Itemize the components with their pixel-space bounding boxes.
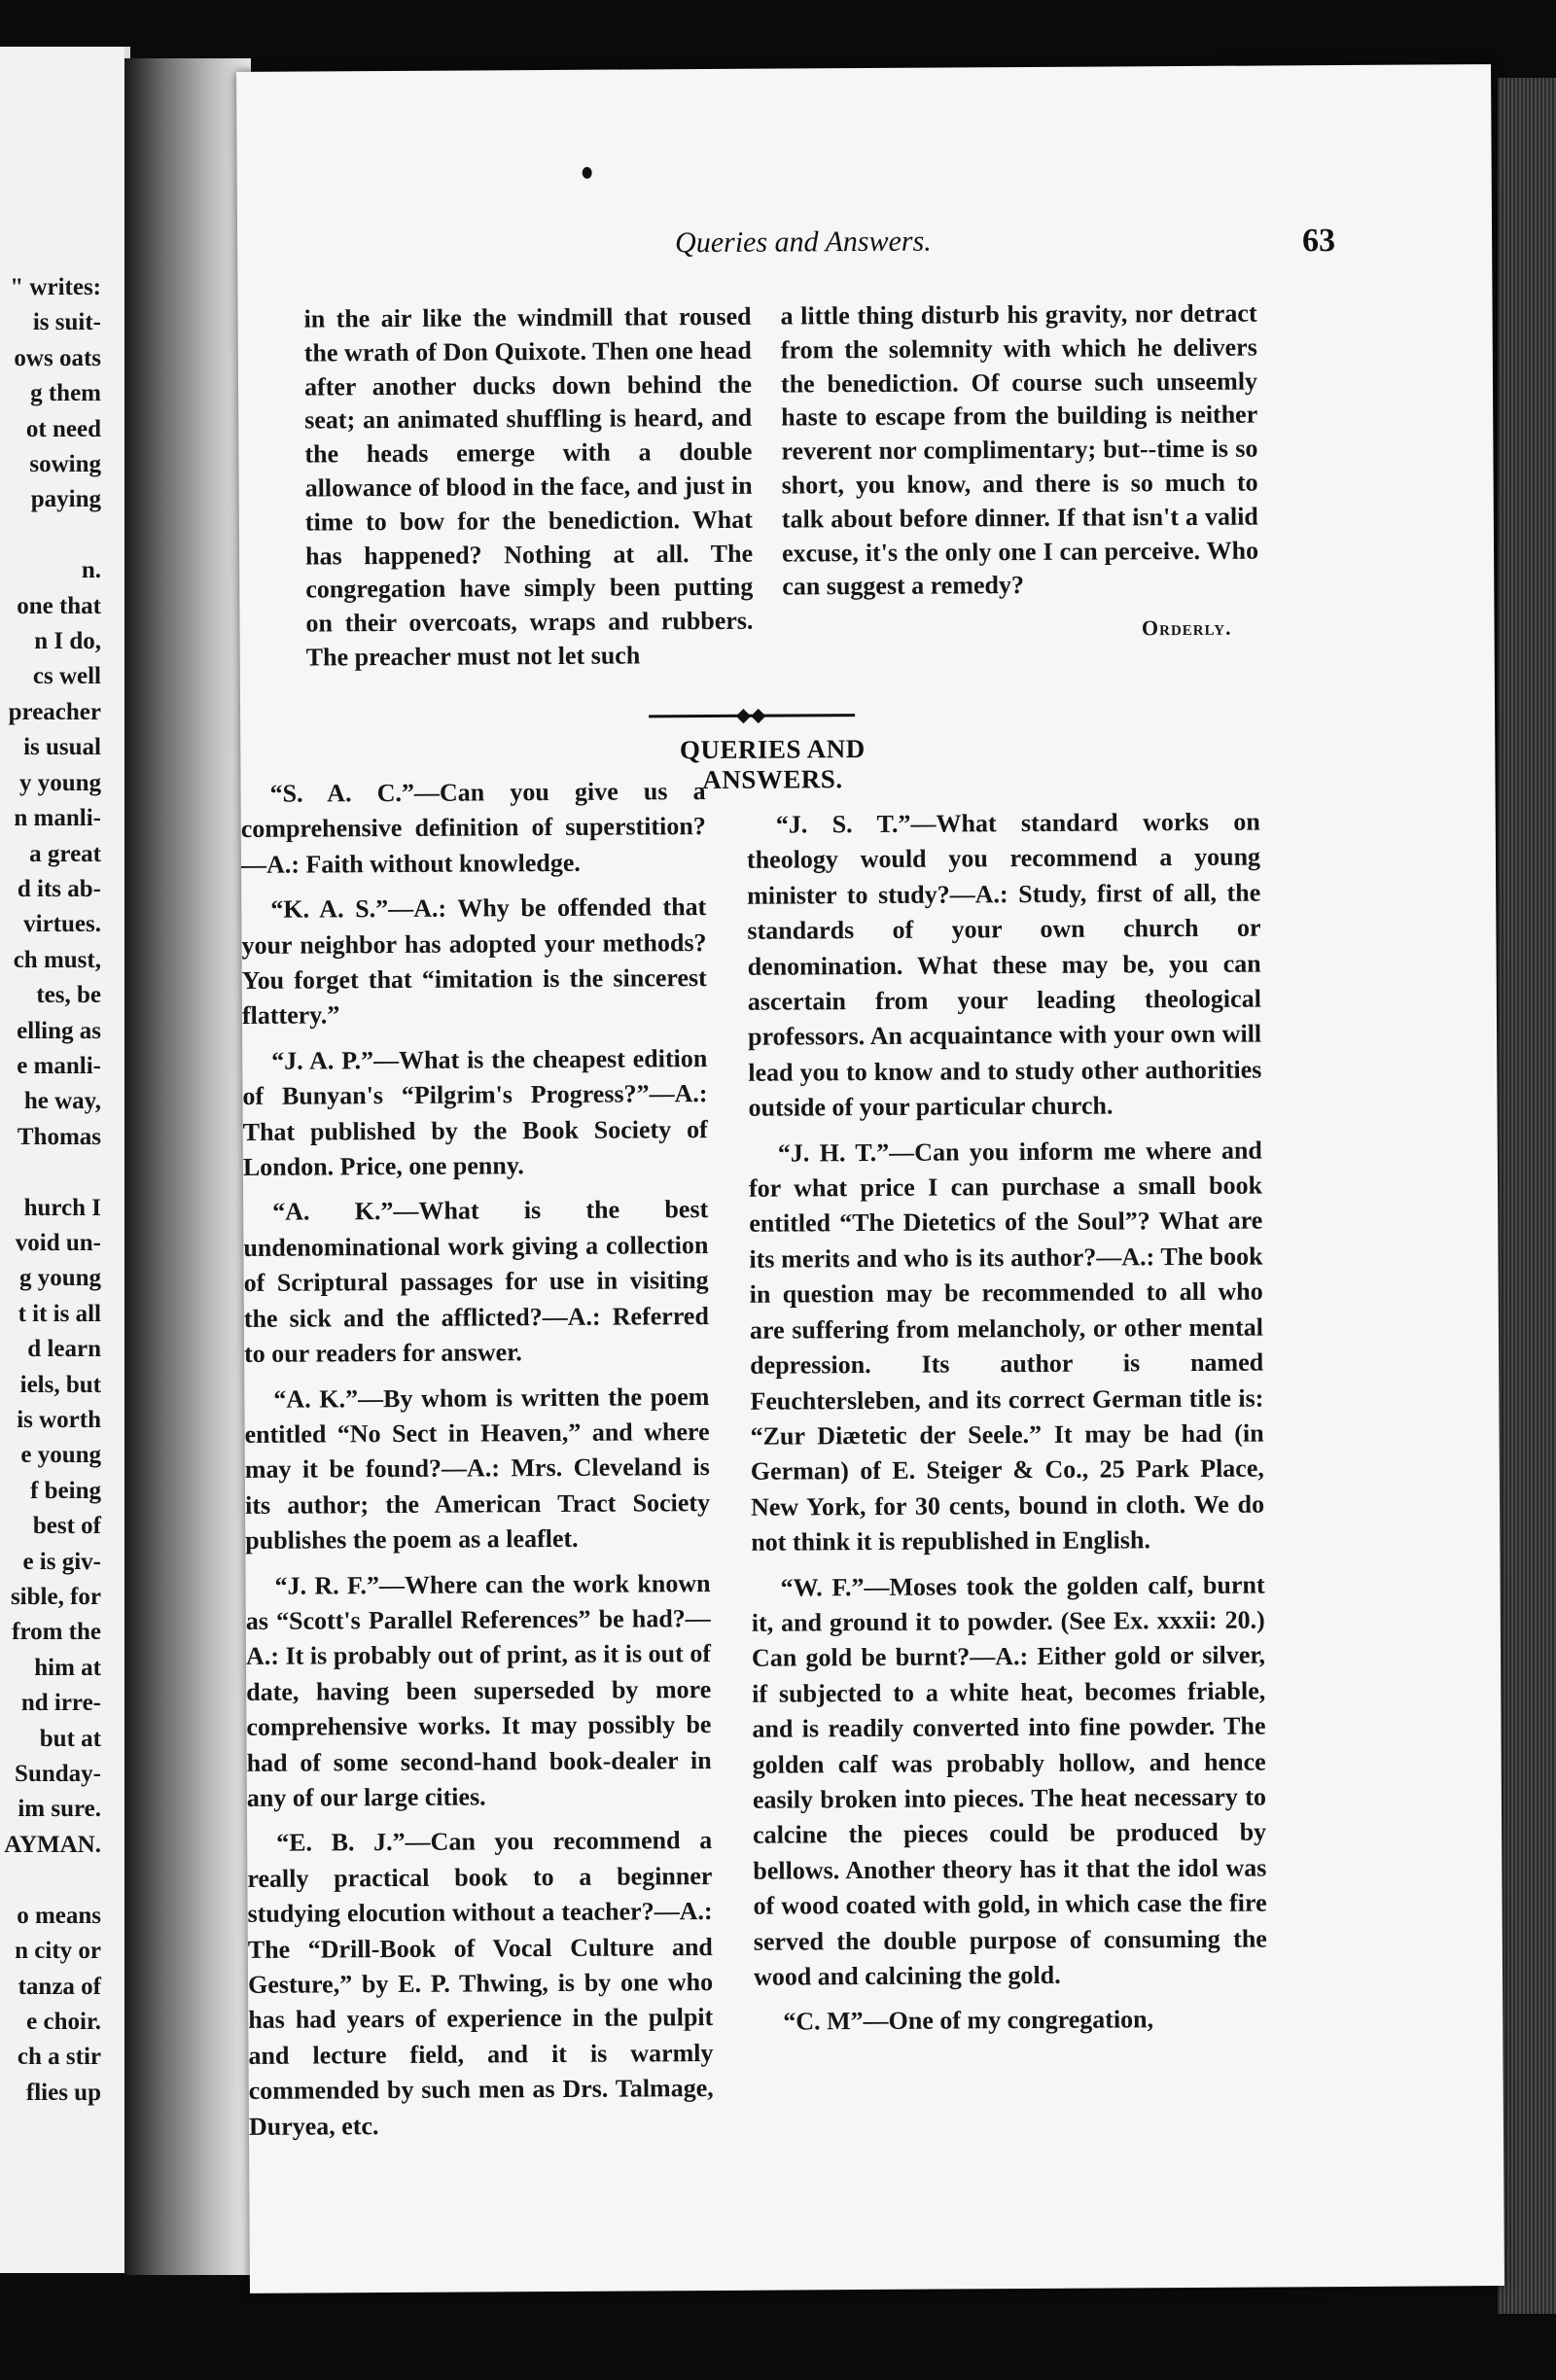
query-entry: “S. A. C.”—Can you give us a comprehensive definition of superstition? —A.: Faith without knowledge. — [240, 777, 706, 879]
book-gutter — [124, 58, 251, 2275]
facing-page-fragment — [0, 47, 130, 2273]
facing-page-line: n I do, — [34, 628, 101, 655]
queries-left-column — [240, 774, 714, 2154]
facing-page-line: paying — [30, 486, 101, 513]
facing-page-line: ch a stir — [17, 2044, 101, 2071]
facing-page-line: tes, be — [36, 982, 101, 1009]
facing-page-line: nd irre- — [20, 1690, 101, 1717]
facing-page-line: n manli- — [14, 805, 101, 832]
facing-page-line: flies up — [25, 2079, 101, 2106]
facing-page-line: e choir. — [26, 2008, 101, 2035]
facing-page-line: Sunday- — [15, 1761, 101, 1788]
facing-page-line: but at — [39, 1725, 101, 1752]
facing-page-line: is suit- — [32, 309, 101, 336]
query-entry: “J. H. T.”—Can you inform me where and for what price I can purchase a small book entitled “The Dietetics of the Soul”? What are its merits and who is its author?—A.: The book in question may be recommended to all who are suffering from melancholy, or other mental depression. Its author is named Feuchtersleben, and its correct German title is: “Zur Diætetic der Seele.” It may be had (in German) of E. Steiger & Co., 25 Park Place, New York, for 30 cents, bound in cloth. We do not think it is republished in English. — [748, 1136, 1265, 1557]
facing-page-line: e young — [20, 1442, 101, 1469]
facing-page-line — [0, 1863, 101, 1898]
facing-page-line: ows oats — [14, 344, 101, 371]
facing-page-line: y young — [18, 769, 101, 796]
facing-page-line: g them — [30, 380, 101, 407]
facing-page-line: sowing — [29, 451, 101, 478]
query-entry: “J. R. F.”—Where can the work known as “Scott's Parallel References” be had?—A.: It is probably out of print, as it is out of date, having been superseded by more comprehensive works. It may possibly be had of some second-hand book-dealer in any of our large cities. — [245, 1568, 712, 1812]
facing-page-line: elling as — [17, 1017, 101, 1044]
facing-page-line: o means — [17, 1902, 101, 1929]
query-entry: “C. M”—One of my congregation, — [783, 2005, 1154, 2036]
facing-page-line: him at — [34, 1654, 101, 1681]
facing-page-line: " writes: — [10, 274, 101, 300]
continued-paragraph: in the air like the windmill that roused the wrath of Don Quixote. Then one head after another ducks down behind the seat; an animated shuffling is heard, and the heads emerge with a double allowance of blood in the face, and just in time to bow for the benediction. What has happened? Nothing at all. The congregation have simply been putting on their overcoats, wraps and rubbers. The preacher must not let such — [303, 301, 754, 672]
facing-page-line: sible, for — [10, 1584, 101, 1611]
facing-page-line: d learn — [27, 1336, 101, 1363]
query-entry: “J. A. P.”—What is the cheapest edition of Bunyan's “Pilgrim's Progress?”—A.: That published by the Book Society of London. Price, one penny. — [242, 1043, 708, 1182]
facing-page-text — [0, 270, 101, 2111]
facing-page-line: is worth — [17, 1407, 101, 1433]
facing-page-line: n. — [81, 557, 101, 584]
top-right-column — [780, 298, 1258, 648]
facing-page-line: Thomas — [17, 1123, 101, 1150]
facing-page-line: e is giv- — [22, 1548, 101, 1575]
facing-page-line: iels, but — [19, 1371, 101, 1398]
running-head: Queries and Answers. — [675, 225, 932, 260]
query-entry: “A. K.”—By whom is written the poem entitled “No Sect in Heaven,” and where may it be found?—A.: Mrs. Cleveland is its author; the American Tract Society publishes the poem as a leaflet. — [244, 1382, 711, 1556]
facing-page-line — [0, 518, 101, 553]
facing-page-line: best of — [32, 1513, 101, 1540]
top-left-column — [303, 300, 753, 685]
facing-page-line: void un- — [15, 1229, 101, 1256]
facing-page-line: cs well — [32, 663, 101, 690]
page-edges — [1498, 78, 1556, 2314]
facing-page-line: from the — [12, 1619, 101, 1646]
facing-page-line: g young — [18, 1265, 101, 1292]
facing-page-line — [0, 1155, 101, 1190]
facing-page-line: he way, — [23, 1088, 101, 1115]
section-heading: QUERIES AND ANSWERS. — [679, 734, 866, 795]
facing-page-line: ot need — [25, 415, 101, 442]
query-entry: “A. K.”—What is the best undenominational work giving a collection of Scriptural passages for use in visiting the sick and the afflicted?—A.: Referred to our readers for answer. — [243, 1195, 709, 1369]
facing-page-line: f being — [30, 1477, 101, 1504]
facing-page-line: t it is all — [18, 1300, 101, 1327]
facing-page-line: hurch I — [23, 1194, 101, 1221]
facing-page-line: e manli- — [17, 1052, 101, 1079]
divider-ornament-icon: ◆◆ — [735, 704, 766, 726]
facing-page-line: n city or — [15, 1938, 101, 1965]
facing-page-line: AYMAN. — [4, 1831, 101, 1858]
facing-page-line: preacher — [8, 698, 101, 725]
query-entry: “J. S. T.”—What standard works on theology would you recommend a young minister to study?—A.: Study, first of all, the standards of your own church or denomination. What these may be, you can ascertain from your leading theological professors. An acquaintance with your own will lead you to know and to study other authorities outside of your particular church. — [746, 807, 1262, 1123]
facing-page-line: ch must, — [13, 946, 101, 973]
facing-page-line: is usual — [23, 734, 101, 761]
facing-page-line: tanza of — [18, 1973, 101, 2000]
facing-page-line: virtues. — [23, 911, 101, 938]
ink-mark — [583, 167, 592, 179]
query-entry: “E. B. J.”—Can you recommend a really practical book to a beginner studying elocution without a teacher?—A.: The “Drill-Book of Vocal Culture and Gesture,” by E. P. Thwing, is by one who has had years of experience in the pulpit and lecture field, and it is warmly commended by such men as Drs. Talmage, Duryea, etc. — [247, 1826, 714, 2141]
page-number: 63 — [1302, 223, 1336, 260]
continued-paragraph: a little thing disturb his gravity, nor detract from the solemnity with which he delivers the benediction. Of course such unseemly haste to escape from the building is neither reverent nor complimentary; but--time is so short, you know, and there is so much to talk about before dinner. If that isn't a valid excuse, it's the only one I can perceive. Who can suggest a remedy? — [780, 298, 1259, 601]
facing-page-line: a great — [29, 840, 101, 867]
book-page — [236, 64, 1504, 2293]
query-entry: “W. F.”—Moses took the golden calf, burnt it, and ground it to powder. (See Ex. xxxii: 20.) Can gold be burnt?—A.: Either gold or silver, if subjected to a white heat, becomes friable, and is readily converted into fine powder. The golden calf was probably hollow, and hence easily broken into pieces. The heat necessary to calcine the pieces could be produced by bellows. Another theory has it that the idol was of wood coated with gold, in which case the fire served the double purpose of consuming the wood and calcining the gold. — [751, 1570, 1267, 1991]
queries-right-column — [747, 805, 1268, 2050]
query-entry: “K. A. S.”—A.: Why be offended that your neighbor has adopted your methods? You forget that “imitation is the sincerest flattery.” — [241, 892, 707, 1031]
facing-page-line: d its ab- — [17, 875, 101, 902]
facing-page-line: im sure. — [18, 1796, 101, 1823]
signature: Orderly. — [1141, 614, 1232, 641]
facing-page-line: one that — [17, 592, 101, 619]
